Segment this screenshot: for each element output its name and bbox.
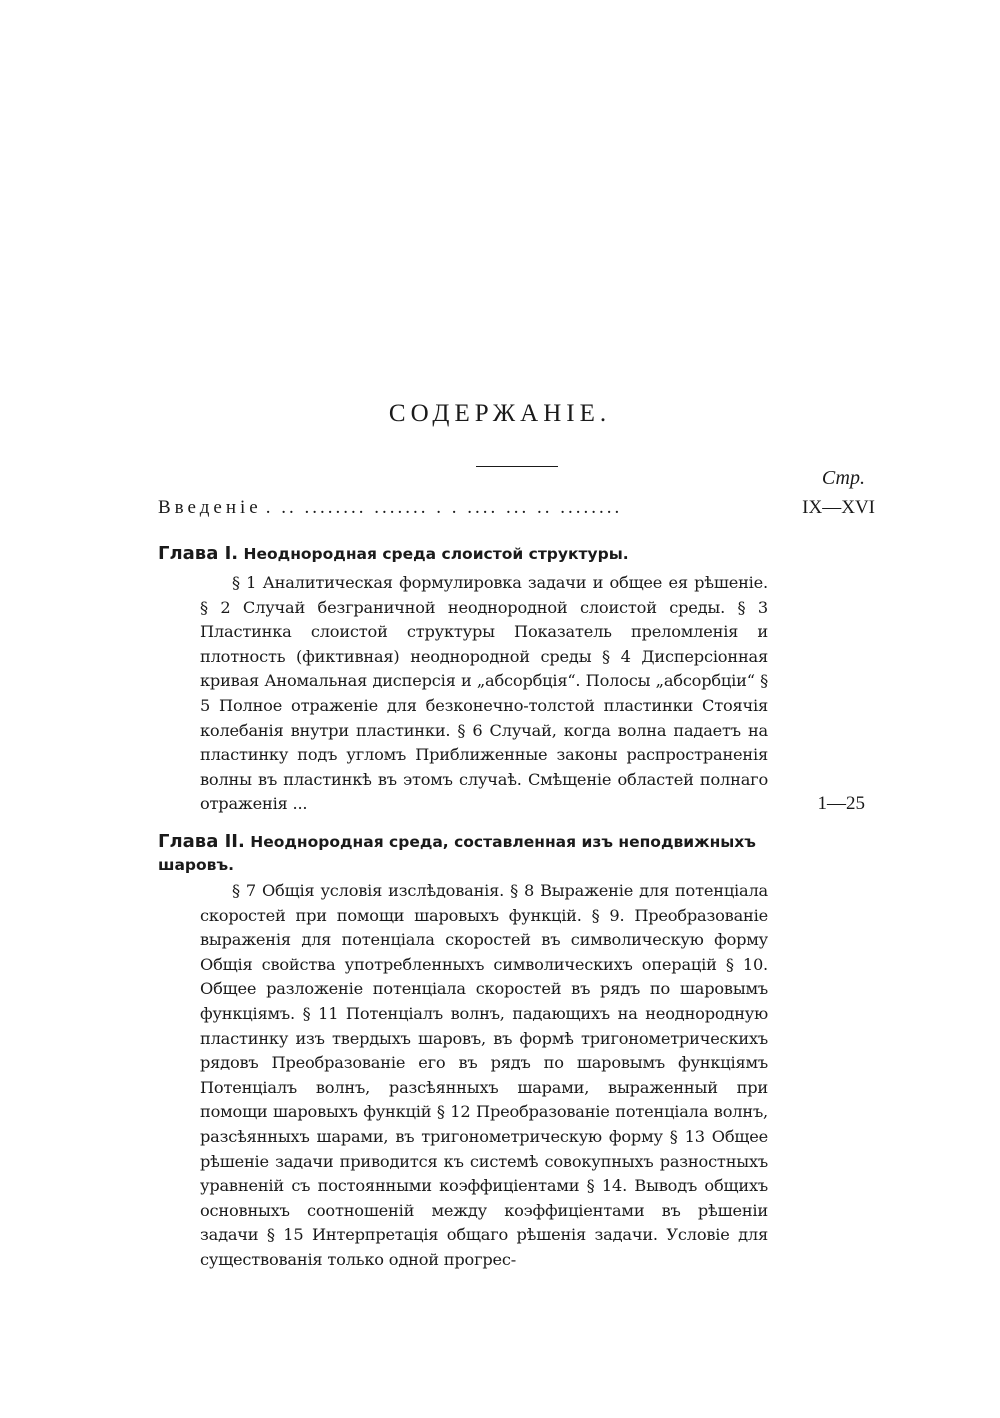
toc-introduction	[158, 497, 758, 525]
chapter-1-title: Неоднородная среда слоистой структуры.	[243, 545, 629, 563]
chapter-1-heading	[158, 542, 770, 566]
chapter-2-number: Глава II.	[158, 831, 245, 852]
chapter-1-pages: 1—25	[817, 793, 865, 814]
chapter-2-title: Неоднородная среда, составленная изъ неподвижныхъ шаровъ.	[158, 833, 756, 874]
chapter-1-number: Глава I.	[158, 543, 239, 564]
dot-leader: . .. ........ ....... . . .... ... .. ........	[265, 497, 623, 518]
chapter-2-body: § 7 Общiя условiя изслѣдованiя. § 8 Выраженiе для потенцiала скоростей при помощи шаровыхъ функцiй. § 9. Преобразованiе выраженiя для потенцiала скоростей въ символическую форму Общiя свойства употребленныхъ символическихъ операцiй § 10. Общее разложенiе потенцiала скоростей въ рядъ по шаровымъ функцiямъ. § 11 Потенцiалъ волнъ, падающихъ на неоднородную пластинку изъ твердыхъ шаровъ, въ формѣ тригонометрическихъ рядовъ Преобразованiе его въ рядъ по шаровымъ функцiямъ Потенцiалъ волнъ, разсѣянныхъ шарами, выраженный при помощи шаровыхъ функцiй § 12 Преобразованiе потенцiала волнъ, разсѣянныхъ шарами, въ тригонометрическую форму § 13 Общее рѣшенiе задачи приводится къ системѣ совокупныхъ разностныхъ уравненiй съ постоянными коэффицiентами § 14. Выводъ общихъ основныхъ соотношенiй между коэффицiентами въ рѣшенiи задачи § 15 Интерпретацiя общаго рѣшенiя задачи. Условiе для существованiя только одной прогрес-	[200, 881, 768, 1269]
title-rule	[476, 466, 558, 467]
introduction-pages: IX—XVI	[802, 497, 875, 518]
chapter-1-body: § 1 Аналитическая формулировка задачи и общее ея рѣшенiе. § 2 Случай безграничной неоднородной слоистой среды. § 3 Пластинка слоистой структуры Показатель преломленiя и плотность (фиктивная) неоднородной среды § 4 Дисперсiонная кривая Аномальная дисперсiя и „абсорбцiя“. Полосы „абсорбцiи“ § 5 Полное отраженiе для безконечно-толстой пластинки Стоячiя колебанiя внутри пластинки. § 6 Случай, когда волна падаетъ на пластинку подъ угломъ Приближенные законы распространенiя волны въ пластинкѣ въ этомъ случаѣ. Смѣщенiе областей полнаго отраженiя ...	[200, 573, 768, 814]
chapter-2-heading	[158, 830, 770, 877]
page-title: СОДЕРЖАНIЕ.	[388, 400, 612, 427]
introduction-label: Введенiе	[158, 497, 262, 518]
page-column-header: Стр.	[821, 467, 865, 489]
